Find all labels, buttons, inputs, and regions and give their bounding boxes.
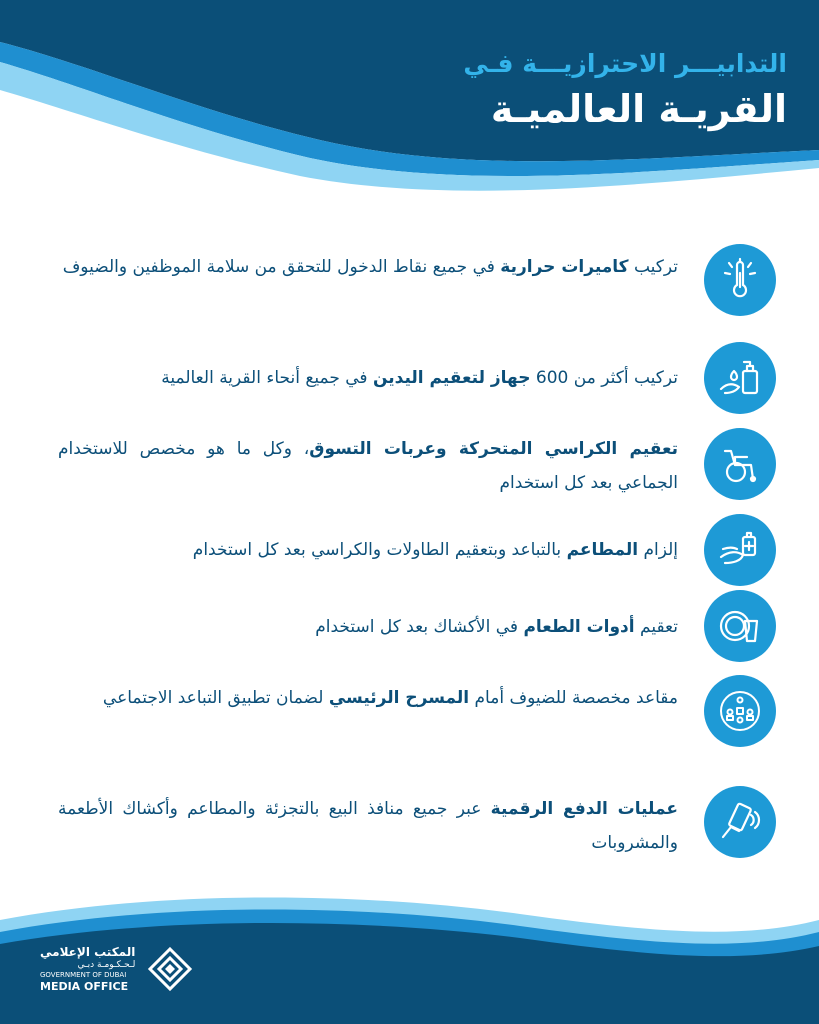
- hand-spray-icon: [704, 514, 776, 586]
- logo-english-subtitle: GOVERNMENT OF DUBAI: [40, 971, 127, 979]
- list-item-hand-sanitizers: [58, 342, 816, 426]
- item-text: تعقيم الكراسي المتحركة وعربات التسوق، وكل ما هو مخصص للاستخدام الجماعي بعد كل استخدام: [58, 439, 678, 493]
- header-banner: [0, 0, 819, 215]
- page-title: القريـة العالميـة: [490, 87, 787, 131]
- page-subtitle: التدابيـــر الاحترازيـــة فـي: [463, 49, 787, 78]
- item-text: إلزام المطاعم بالتباعد وبتعقيم الطاولات والكراسي بعد كل استخدام: [192, 540, 678, 560]
- logo-arabic-subtitle: لـحـكـومـة دبـي: [77, 960, 136, 970]
- media-office-logo: [40, 945, 193, 993]
- logo-text: [40, 945, 135, 993]
- item-text: عمليات الدفع الرقمية عبر جميع منافذ البيع بالتجزئة والمطاعم وأكشاك الأطعمة والمشروبات: [58, 799, 678, 853]
- item-text: تركيب كاميرات حرارية في جميع نقاط الدخول للتحقق من سلامة الموظفين والضيوف: [62, 257, 678, 277]
- item-text: تركيب أكثر من 600 جهاز لتعقيم اليدين في جميع أنحاء القرية العالمية: [161, 368, 678, 388]
- plate-cup-icon: [704, 590, 776, 662]
- contactless-payment-icon: [704, 786, 776, 858]
- hand-sanitizer-icon: [704, 342, 776, 414]
- distancing-icon: [704, 675, 776, 747]
- logo-english-title: MEDIA OFFICE: [40, 980, 129, 993]
- thermometer-icon: [704, 244, 776, 316]
- logo-arabic-title: المكتب الإعلامي: [40, 945, 136, 959]
- list-item-wheelchairs: [58, 428, 816, 512]
- item-text: مقاعد مخصصة للضيوف أمام المسرح الرئيسي لضمان تطبيق التباعد الاجتماعي: [102, 688, 678, 708]
- wheelchair-icon: [704, 428, 776, 500]
- list-item-thermal-cameras: [58, 244, 816, 328]
- list-item-restaurants: [58, 514, 816, 598]
- title-block: [463, 48, 787, 134]
- list-item-seating: [58, 675, 816, 759]
- list-item-digital-payment: [58, 786, 816, 870]
- list-item-utensils: [58, 590, 816, 674]
- item-text: تعقيم أدوات الطعام في الأكشاك بعد كل استخدام: [315, 617, 678, 637]
- logo-emblem-icon: [147, 946, 193, 992]
